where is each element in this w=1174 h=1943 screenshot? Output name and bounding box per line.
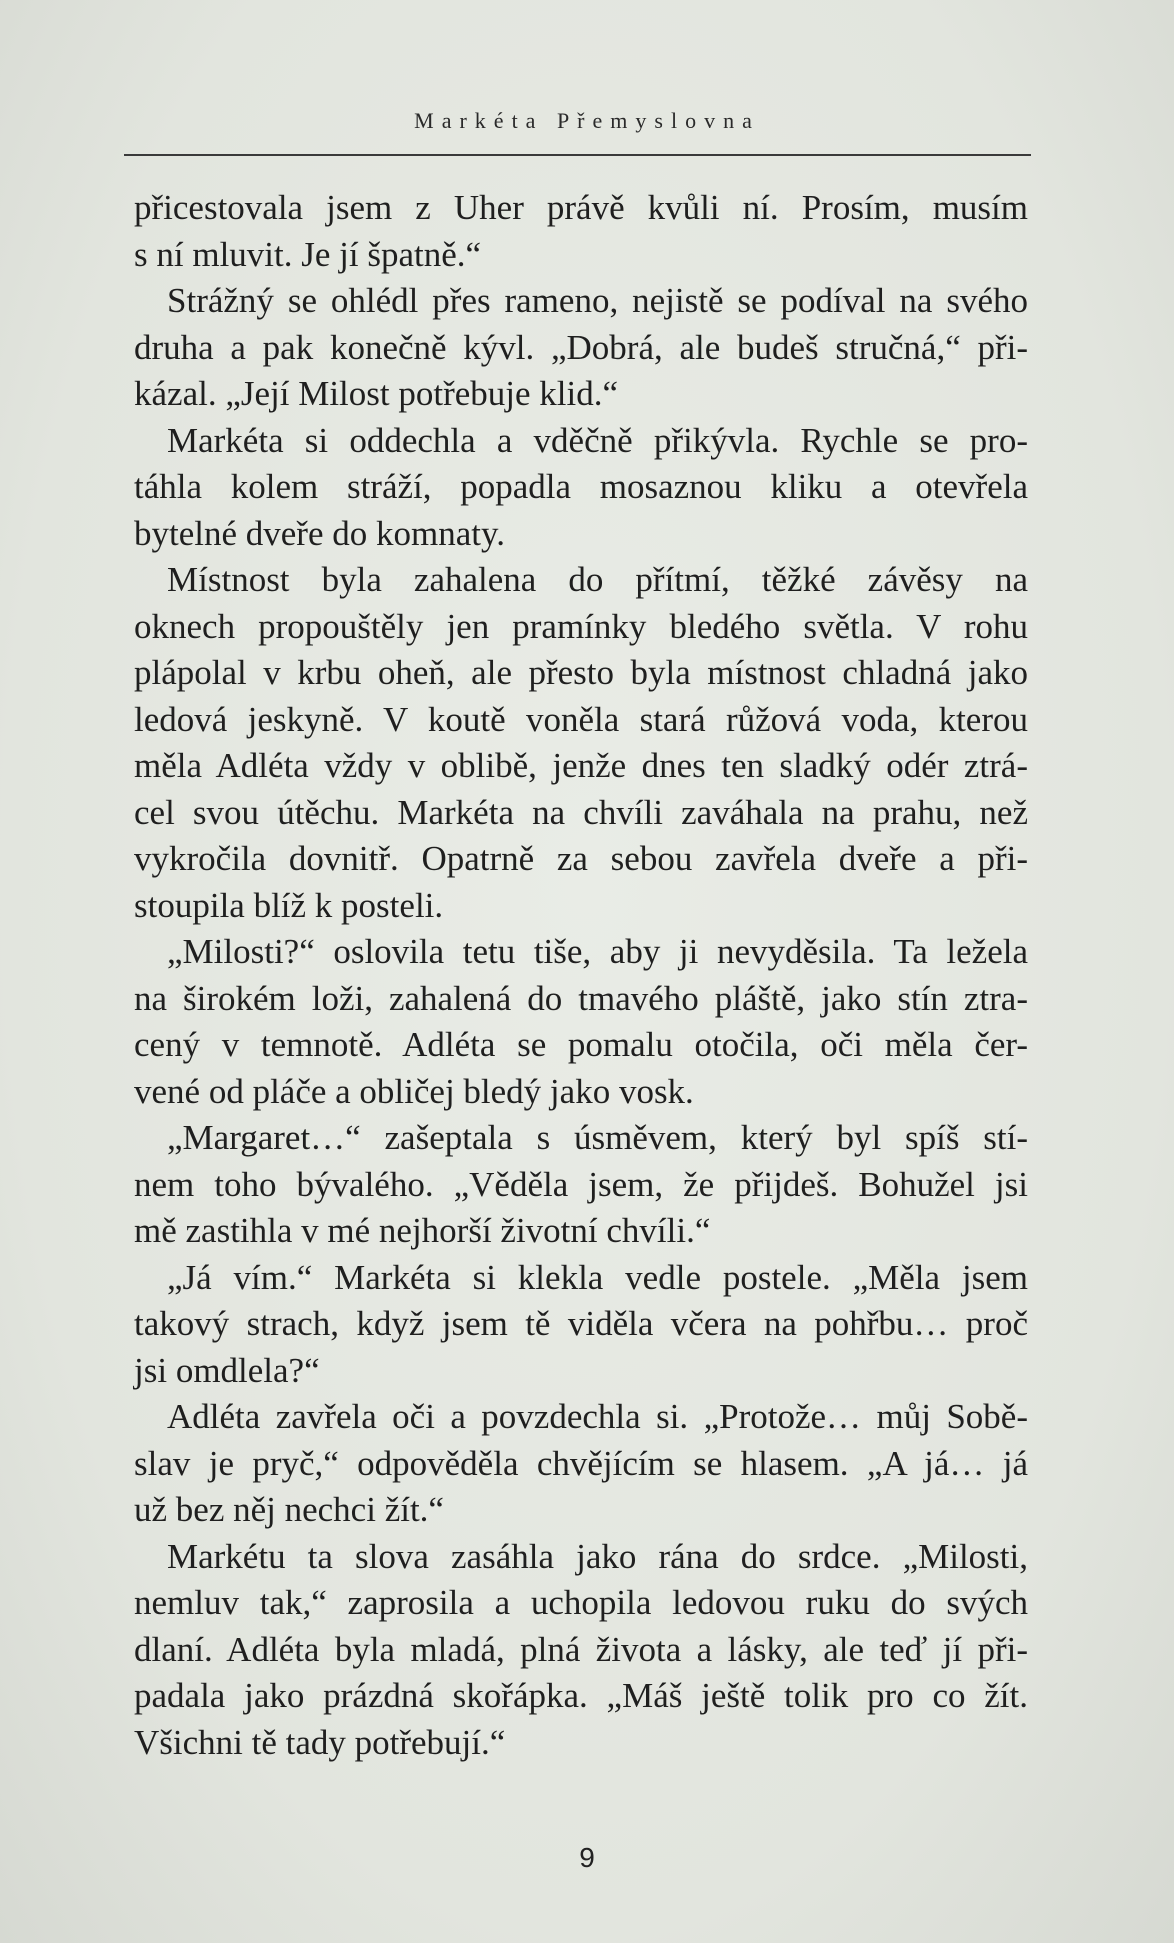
running-header: Markéta Přemyslovna	[414, 108, 760, 133]
text-line: takový strach, když jsem tě viděla včera na pohřbu… proč	[134, 1304, 1028, 1343]
header-rule	[124, 154, 1031, 156]
text-line: plápolal v krbu oheň, ale přesto byla místnost chladná jako	[134, 653, 1028, 692]
text-line: na širokém loži, zahalená do tmavého pláště, jako stín ztra-	[134, 978, 1028, 1018]
text-line: nemluv tak,“ zaprosila a uchopila ledovou ruku do svých	[134, 1583, 1028, 1622]
text-line: s ní mluvit. Je jí špatně.“	[134, 234, 482, 274]
text-line: slav je pryč,“ odpověděla chvějícím se hlasem. „A já… já	[134, 1443, 1028, 1483]
text-line: Markétu ta slova zasáhla jako rána do srdce. „Milosti,	[167, 1536, 1028, 1576]
text-line: nem toho bývalého. „Věděla jsem, že přijdeš. Bohužel jsi	[134, 1164, 1028, 1204]
text-line: cel svou útěchu. Markéta na chvíli zaváhala na prahu, než	[134, 792, 1028, 832]
text-line: Všichni tě tady potřebují.“	[134, 1722, 506, 1762]
text-line: měla Adléta vždy v oblibě, jenže dnes ten sladký odér ztrá-	[134, 746, 1028, 785]
text-line: Adléta zavřela oči a povzdechla si. „Protože… můj Sobě-	[167, 1397, 1028, 1436]
text-line: vykročila dovnitř. Opatrně za sebou zavřela dveře a při-	[134, 839, 1028, 878]
text-line: kázal. „Její Milost potřebuje klid.“	[134, 374, 619, 413]
text-line: „Já vím.“ Markéta si klekla vedle postele. „Měla jsem	[167, 1257, 1028, 1297]
text-line: Místnost byla zahalena do přítmí, těžké závěsy na	[167, 560, 1028, 599]
text-line: vené od pláče a obličej bledý jako vosk.	[134, 1071, 694, 1111]
text-line: Markéta si oddechla a vděčně přikývla. Rychle se pro-	[167, 420, 1028, 460]
text-line: Strážný se ohlédl přes rameno, nejistě se podíval na svého	[167, 281, 1028, 320]
text-line: už bez něj nechci žít.“	[134, 1490, 444, 1529]
text-line: přicestovala jsem z Uher právě kvůli ní. Prosím, musím	[134, 188, 1028, 227]
text-line: druha a pak konečně kývl. „Dobrá, ale budeš stručná,“ při-	[134, 327, 1028, 367]
text-line: mě zastihla v mé nejhorší životní chvíli.“	[134, 1211, 711, 1250]
text-line: „Margaret…“ zašeptala s úsměvem, který byl spíš stí-	[167, 1118, 1028, 1157]
text-line: táhla kolem stráží, popadla mosaznou kliku a otevřela	[134, 467, 1028, 506]
text-line: dlaní. Adléta byla mladá, plná života a lásky, ale teď jí při-	[134, 1629, 1028, 1669]
text-line: oknech propouštěly jen pramínky bledého světla. V rohu	[134, 606, 1028, 646]
text-line: ledová jeskyně. V koutě voněla stará růžová voda, kterou	[134, 699, 1028, 739]
text-line: bytelné dveře do komnaty.	[134, 513, 505, 553]
page-number: 9	[579, 1842, 595, 1873]
body-text	[134, 185, 1028, 1766]
text-line: cený v temnotě. Adléta se pomalu otočila, oči měla čer-	[134, 1025, 1028, 1064]
text-line: „Milosti?“ oslovila tetu tiše, aby ji nevyděsila. Ta ležela	[167, 932, 1028, 971]
text-line: stoupila blíž k posteli.	[134, 885, 444, 925]
text-line: padala jako prázdná skořápka. „Máš ještě tolik pro co žít.	[134, 1676, 1028, 1715]
text-line: jsi omdlela?“	[134, 1350, 320, 1390]
